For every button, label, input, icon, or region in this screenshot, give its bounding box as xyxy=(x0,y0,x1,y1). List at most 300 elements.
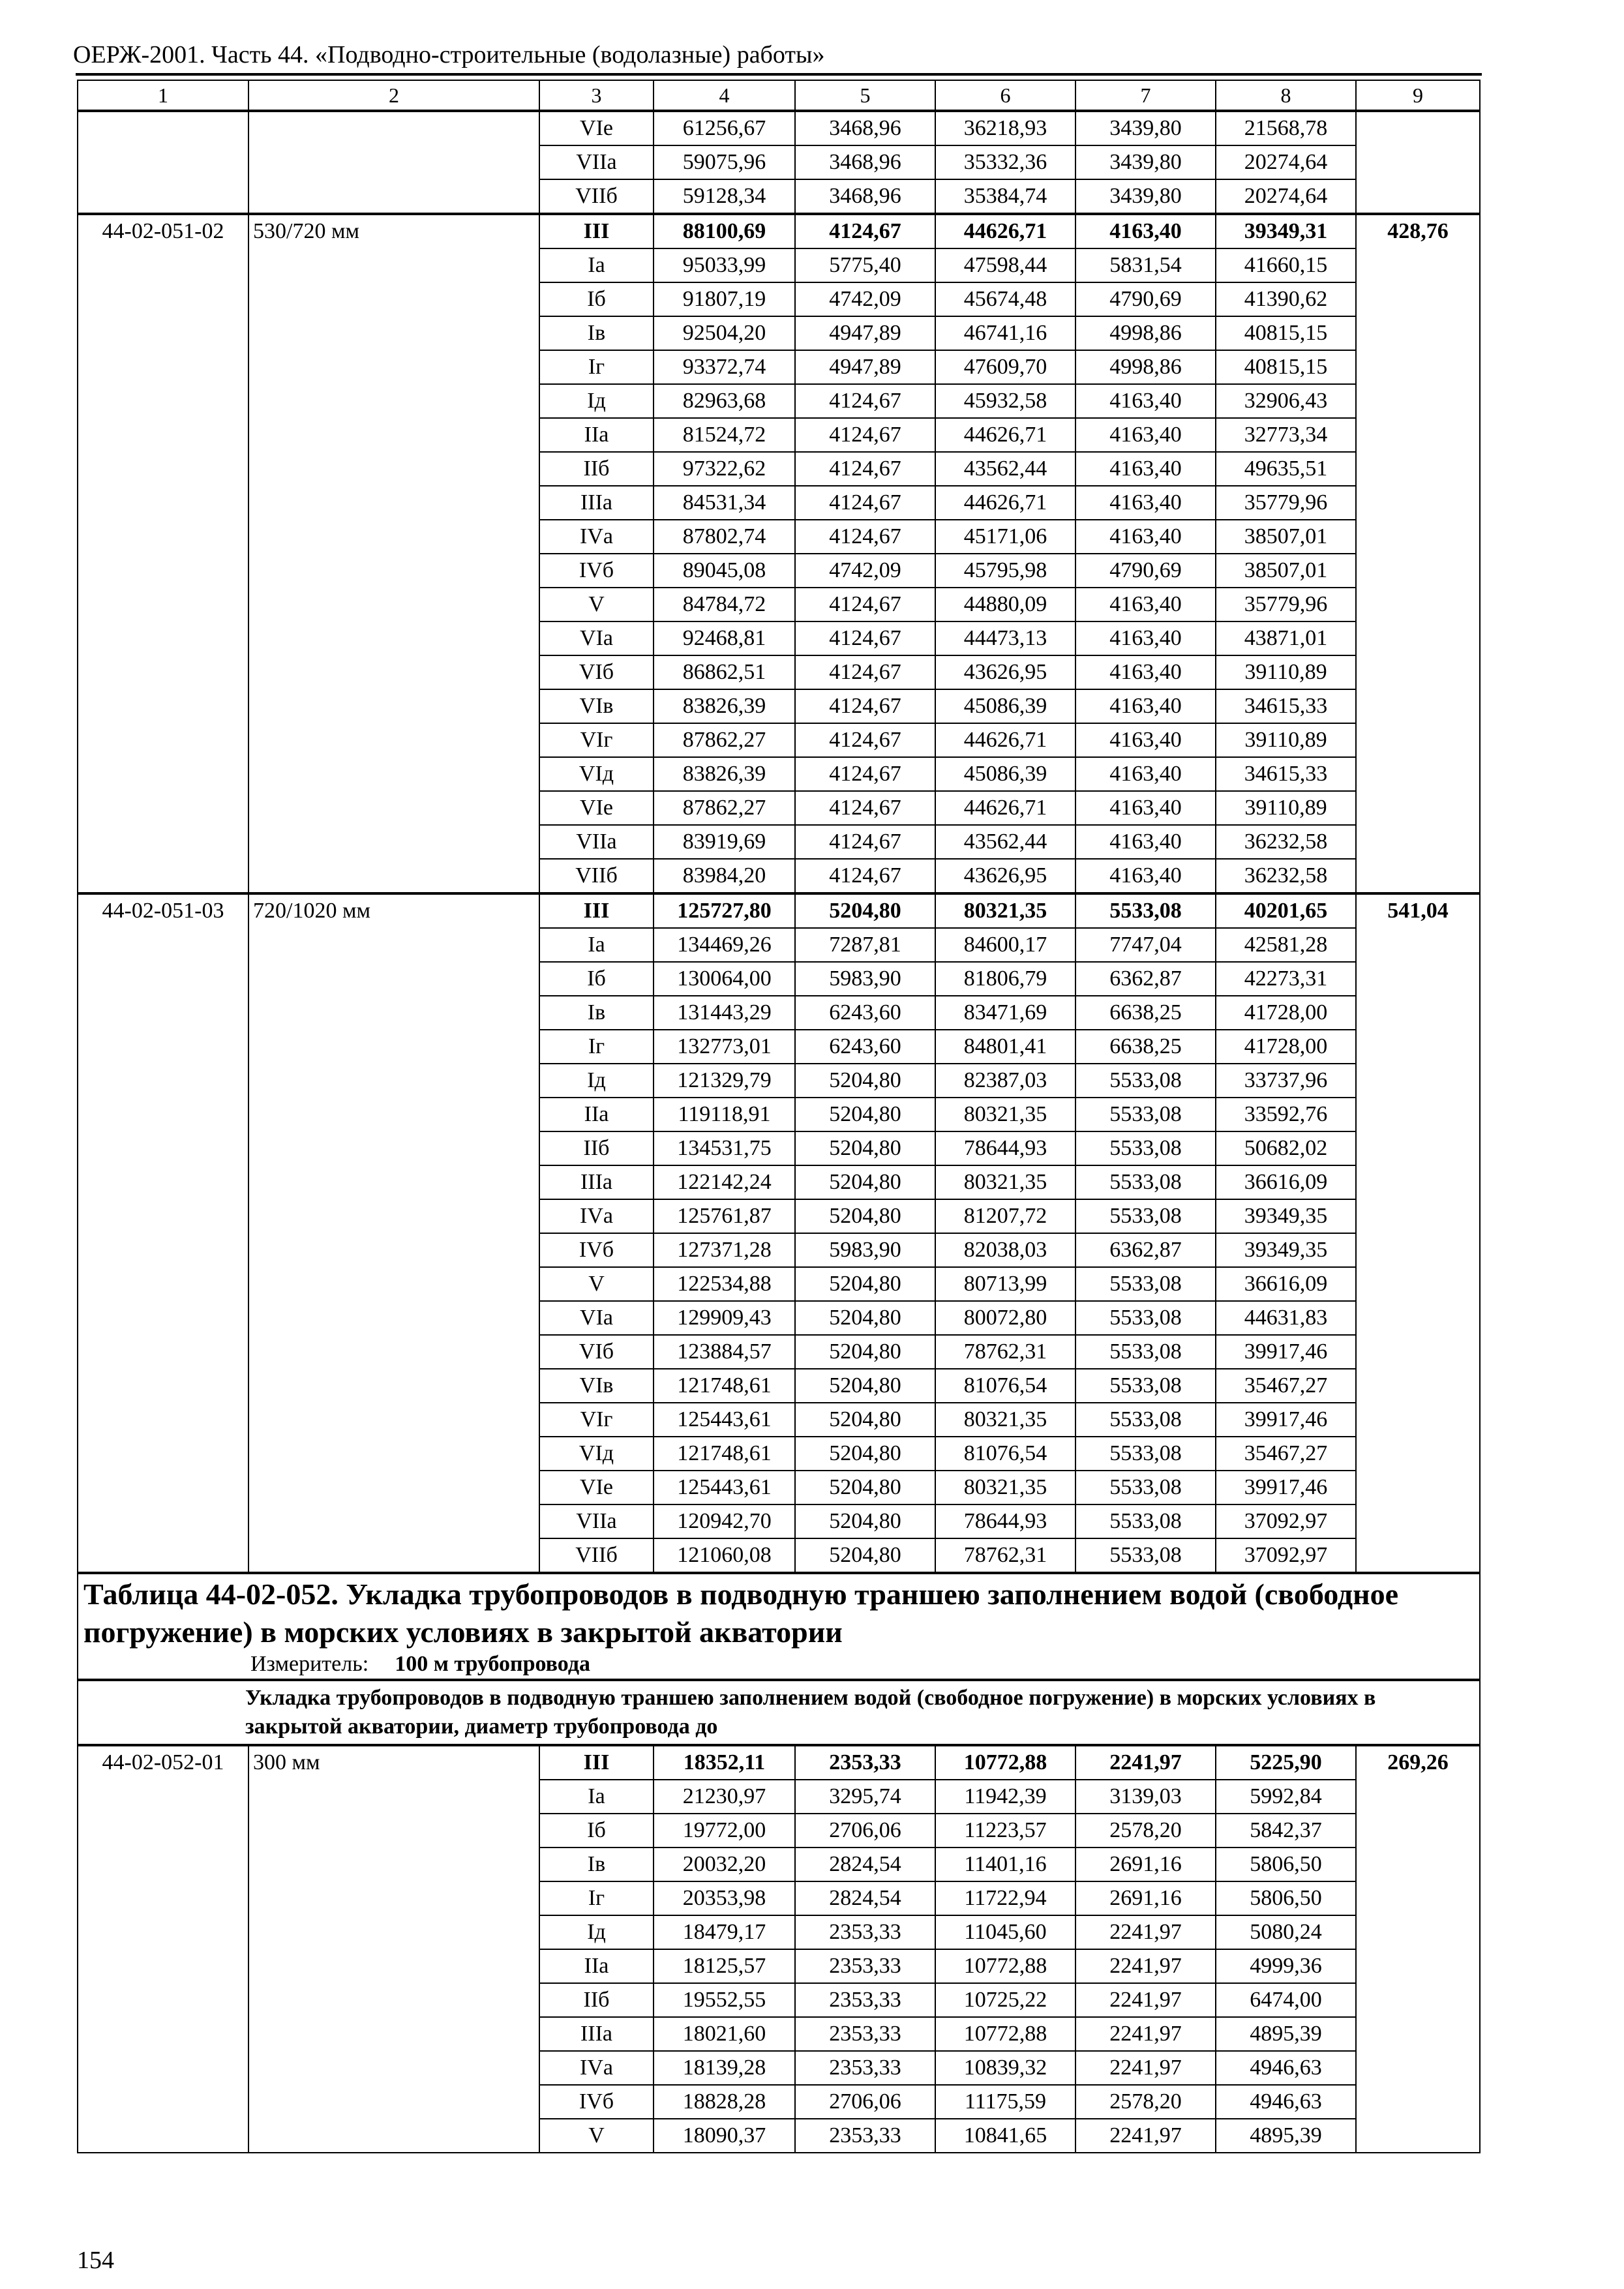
value-cell: 34615,33 xyxy=(1216,689,1356,723)
value-cell: 84801,41 xyxy=(935,1030,1075,1064)
value-cell: 78644,93 xyxy=(935,1131,1075,1165)
header-rule xyxy=(76,73,1482,76)
value-cell: 4163,40 xyxy=(1075,689,1216,723)
value-cell: 3439,80 xyxy=(1075,145,1216,179)
value-cell: 45795,98 xyxy=(935,554,1075,588)
value-cell: 44626,71 xyxy=(935,418,1075,452)
value-cell: 4163,40 xyxy=(1075,757,1216,791)
value-cell: 4163,40 xyxy=(1075,723,1216,757)
value-cell: 46741,16 xyxy=(935,316,1075,350)
value-cell: 5533,08 xyxy=(1075,1064,1216,1098)
page-number: 154 xyxy=(77,2247,114,2274)
value-cell: 35779,96 xyxy=(1216,486,1356,520)
value-cell: 6362,87 xyxy=(1075,1233,1216,1267)
rate-code: 44-02-052-01 xyxy=(78,1745,248,2153)
value-cell: 2241,97 xyxy=(1075,1983,1216,2017)
value-cell: 4790,69 xyxy=(1075,282,1216,316)
value-cell: 10772,88 xyxy=(935,2017,1075,2051)
value-cell: 80713,99 xyxy=(935,1267,1075,1301)
value-cell: 11401,16 xyxy=(935,1848,1075,1881)
value-cell: 4163,40 xyxy=(1075,655,1216,689)
value-cell: 3468,96 xyxy=(795,145,935,179)
value-cell: 5204,80 xyxy=(795,1064,935,1098)
value-cell: 3468,96 xyxy=(795,111,935,145)
value-cell: 10841,65 xyxy=(935,2119,1075,2153)
zone-cell: V xyxy=(539,1267,654,1301)
section-subheading: Укладка трубопроводов в подводную траншею заполнением водой (свободное погружение) в морских условиях в закрытой акватории, диаметр трубопровода до xyxy=(78,1680,1480,1745)
value-cell: 130064,00 xyxy=(654,962,795,996)
value-cell: 87862,27 xyxy=(654,723,795,757)
labor-cost: 541,04 xyxy=(1356,893,1480,1573)
value-cell: 4790,69 xyxy=(1075,554,1216,588)
value-cell: 4742,09 xyxy=(795,282,935,316)
value-cell: 125443,61 xyxy=(654,1403,795,1437)
value-cell: 2706,06 xyxy=(795,1814,935,1848)
value-cell: 20032,20 xyxy=(654,1848,795,1881)
value-cell: 36232,58 xyxy=(1216,825,1356,859)
value-cell: 6638,25 xyxy=(1075,996,1216,1030)
value-cell: 18090,37 xyxy=(654,2119,795,2153)
value-cell: 38507,01 xyxy=(1216,520,1356,554)
running-header: ОЕРЖ-2001. Часть 44. «Подводно-строительные (водолазные) работы» xyxy=(73,41,825,68)
value-cell: 40815,15 xyxy=(1216,316,1356,350)
value-cell: 4124,67 xyxy=(795,452,935,486)
value-cell: 41390,62 xyxy=(1216,282,1356,316)
value-cell: 4124,67 xyxy=(795,418,935,452)
value-cell: 4163,40 xyxy=(1075,791,1216,825)
value-cell: 132773,01 xyxy=(654,1030,795,1064)
value-cell: 5842,37 xyxy=(1216,1814,1356,1848)
value-cell: 43626,95 xyxy=(935,655,1075,689)
value-cell: 4124,67 xyxy=(795,825,935,859)
value-cell: 45674,48 xyxy=(935,282,1075,316)
value-cell: 84531,34 xyxy=(654,486,795,520)
value-cell: 42581,28 xyxy=(1216,928,1356,962)
value-cell: 4946,63 xyxy=(1216,2085,1356,2119)
value-cell: 6243,60 xyxy=(795,1030,935,1064)
value-cell: 11175,59 xyxy=(935,2085,1075,2119)
table-row xyxy=(78,1745,1480,1780)
value-cell: 5533,08 xyxy=(1075,1131,1216,1165)
value-cell: 20274,64 xyxy=(1216,145,1356,179)
zone-cell: VIб xyxy=(539,1335,654,1369)
value-cell: 3139,03 xyxy=(1075,1780,1216,1814)
zone-cell: IIа xyxy=(539,1949,654,1983)
value-cell: 4124,67 xyxy=(795,486,935,520)
zone-cell: III xyxy=(539,893,654,928)
value-cell: 5204,80 xyxy=(795,1131,935,1165)
value-cell: 41660,15 xyxy=(1216,248,1356,282)
value-cell: 83826,39 xyxy=(654,689,795,723)
value-cell: 4163,40 xyxy=(1075,418,1216,452)
value-cell: 32906,43 xyxy=(1216,384,1356,418)
value-cell: 6362,87 xyxy=(1075,962,1216,996)
value-cell: 47598,44 xyxy=(935,248,1075,282)
zone-cell: VIIб xyxy=(539,859,654,893)
value-cell: 47609,70 xyxy=(935,350,1075,384)
value-cell: 4124,67 xyxy=(795,723,935,757)
value-cell: 78762,31 xyxy=(935,1538,1075,1573)
table-title-cell xyxy=(78,1573,1480,1680)
value-cell: 80321,35 xyxy=(935,1403,1075,1437)
value-cell: 37092,97 xyxy=(1216,1538,1356,1573)
value-cell: 4124,67 xyxy=(795,791,935,825)
value-cell: 82387,03 xyxy=(935,1064,1075,1098)
zone-cell: VIд xyxy=(539,757,654,791)
zone-cell: V xyxy=(539,588,654,621)
value-cell: 4998,86 xyxy=(1075,316,1216,350)
zone-cell: Iв xyxy=(539,996,654,1030)
value-cell: 5204,80 xyxy=(795,1538,935,1573)
value-cell: 44631,83 xyxy=(1216,1301,1356,1335)
table-row xyxy=(78,111,1480,145)
value-cell: 4163,40 xyxy=(1075,384,1216,418)
value-cell: 5533,08 xyxy=(1075,1538,1216,1573)
value-cell: 4946,63 xyxy=(1216,2051,1356,2085)
zone-cell: Iб xyxy=(539,1814,654,1848)
value-cell: 39110,89 xyxy=(1216,655,1356,689)
value-cell: 42273,31 xyxy=(1216,962,1356,996)
zone-cell: IVа xyxy=(539,520,654,554)
value-cell: 33592,76 xyxy=(1216,1098,1356,1131)
value-cell: 21230,97 xyxy=(654,1780,795,1814)
value-cell: 4998,86 xyxy=(1075,350,1216,384)
value-cell: 84600,17 xyxy=(935,928,1075,962)
zone-cell: Iг xyxy=(539,1030,654,1064)
value-cell: 4124,67 xyxy=(795,214,935,248)
value-cell: 36616,09 xyxy=(1216,1267,1356,1301)
value-cell: 5204,80 xyxy=(795,893,935,928)
zone-cell: VIа xyxy=(539,621,654,655)
value-cell: 87862,27 xyxy=(654,791,795,825)
value-cell: 18828,28 xyxy=(654,2085,795,2119)
value-cell: 92504,20 xyxy=(654,316,795,350)
value-cell: 2353,33 xyxy=(795,1983,935,2017)
value-cell: 2241,97 xyxy=(1075,2051,1216,2085)
value-cell: 5204,80 xyxy=(795,1369,935,1403)
labor-cost: 428,76 xyxy=(1356,214,1480,893)
zone-cell: Iв xyxy=(539,1848,654,1881)
value-cell: 5831,54 xyxy=(1075,248,1216,282)
value-cell: 11942,39 xyxy=(935,1780,1075,1814)
value-cell: 5533,08 xyxy=(1075,1199,1216,1233)
zone-cell: Iв xyxy=(539,316,654,350)
zone-cell: IVб xyxy=(539,554,654,588)
value-cell: 4163,40 xyxy=(1075,452,1216,486)
value-cell: 10772,88 xyxy=(935,1949,1075,1983)
value-cell: 80321,35 xyxy=(935,1098,1075,1131)
column-number: 8 xyxy=(1216,80,1356,111)
value-cell: 61256,67 xyxy=(654,111,795,145)
value-cell: 5983,90 xyxy=(795,962,935,996)
value-cell: 4895,39 xyxy=(1216,2119,1356,2153)
zone-cell: Iг xyxy=(539,350,654,384)
value-cell: 20274,64 xyxy=(1216,179,1356,214)
value-cell: 5533,08 xyxy=(1075,1369,1216,1403)
value-cell: 11223,57 xyxy=(935,1814,1075,1848)
zone-cell: IIб xyxy=(539,1131,654,1165)
value-cell: 4124,67 xyxy=(795,588,935,621)
value-cell: 6474,00 xyxy=(1216,1983,1356,2017)
value-cell: 19772,00 xyxy=(654,1814,795,1848)
value-cell: 2241,97 xyxy=(1075,2119,1216,2153)
table-title: Таблица 44-02-052. Укладка трубопроводов в подводную траншею заполнением водой (свободное погружение) в морских условиях в закрытой акватории xyxy=(83,1578,1399,1649)
column-number: 2 xyxy=(248,80,539,111)
value-cell: 121748,61 xyxy=(654,1369,795,1403)
value-cell: 18021,60 xyxy=(654,2017,795,2051)
value-cell: 83471,69 xyxy=(935,996,1075,1030)
rate-name: 720/1020 мм xyxy=(248,893,539,1573)
value-cell: 5204,80 xyxy=(795,1471,935,1504)
value-cell: 39917,46 xyxy=(1216,1471,1356,1504)
value-cell: 35332,36 xyxy=(935,145,1075,179)
value-cell: 39917,46 xyxy=(1216,1335,1356,1369)
rate-name xyxy=(248,111,539,214)
value-cell: 4124,67 xyxy=(795,520,935,554)
value-cell: 3439,80 xyxy=(1075,111,1216,145)
value-cell: 5992,84 xyxy=(1216,1780,1356,1814)
value-cell: 5533,08 xyxy=(1075,1335,1216,1369)
column-number-row xyxy=(78,80,1480,111)
value-cell: 43871,01 xyxy=(1216,621,1356,655)
value-cell: 134531,75 xyxy=(654,1131,795,1165)
value-cell: 5775,40 xyxy=(795,248,935,282)
value-cell: 44626,71 xyxy=(935,486,1075,520)
value-cell: 4163,40 xyxy=(1075,486,1216,520)
value-cell: 122534,88 xyxy=(654,1267,795,1301)
zone-cell: Iд xyxy=(539,1915,654,1949)
value-cell: 2241,97 xyxy=(1075,2017,1216,2051)
value-cell: 2353,33 xyxy=(795,2119,935,2153)
value-cell: 5533,08 xyxy=(1075,1098,1216,1131)
value-cell: 44626,71 xyxy=(935,791,1075,825)
value-cell: 35384,74 xyxy=(935,179,1075,214)
value-cell: 35779,96 xyxy=(1216,588,1356,621)
value-cell: 10725,22 xyxy=(935,1983,1075,2017)
value-cell: 37092,97 xyxy=(1216,1504,1356,1538)
value-cell: 45086,39 xyxy=(935,757,1075,791)
value-cell: 36218,93 xyxy=(935,111,1075,145)
zone-cell: IVа xyxy=(539,1199,654,1233)
zone-cell: IIIа xyxy=(539,1165,654,1199)
value-cell: 86862,51 xyxy=(654,655,795,689)
value-cell: 5225,90 xyxy=(1216,1745,1356,1780)
value-cell: 2241,97 xyxy=(1075,1745,1216,1780)
value-cell: 44473,13 xyxy=(935,621,1075,655)
value-cell: 134469,26 xyxy=(654,928,795,962)
value-cell: 18352,11 xyxy=(654,1745,795,1780)
value-cell: 5533,08 xyxy=(1075,1437,1216,1471)
zone-cell: VIе xyxy=(539,791,654,825)
rates-table xyxy=(77,80,1481,2153)
zone-cell: VIб xyxy=(539,655,654,689)
value-cell: 129909,43 xyxy=(654,1301,795,1335)
zone-cell: Iа xyxy=(539,928,654,962)
value-cell: 2353,33 xyxy=(795,1949,935,1983)
value-cell: 81076,54 xyxy=(935,1437,1075,1471)
value-cell: 2706,06 xyxy=(795,2085,935,2119)
value-cell: 5204,80 xyxy=(795,1403,935,1437)
value-cell: 40201,65 xyxy=(1216,893,1356,928)
value-cell: 122142,24 xyxy=(654,1165,795,1199)
value-cell: 5806,50 xyxy=(1216,1848,1356,1881)
value-cell: 5204,80 xyxy=(795,1301,935,1335)
value-cell: 10839,32 xyxy=(935,2051,1075,2085)
value-cell: 5080,24 xyxy=(1216,1915,1356,1949)
value-cell: 87802,74 xyxy=(654,520,795,554)
value-cell: 20353,98 xyxy=(654,1881,795,1915)
value-cell: 81524,72 xyxy=(654,418,795,452)
rate-name: 300 мм xyxy=(248,1745,539,2153)
value-cell: 6638,25 xyxy=(1075,1030,1216,1064)
column-number: 3 xyxy=(539,80,654,111)
value-cell: 2353,33 xyxy=(795,2051,935,2085)
column-number: 5 xyxy=(795,80,935,111)
zone-cell: IIб xyxy=(539,452,654,486)
value-cell: 5533,08 xyxy=(1075,1504,1216,1538)
value-cell: 78644,93 xyxy=(935,1504,1075,1538)
value-cell: 4947,89 xyxy=(795,350,935,384)
labor-cost: 269,26 xyxy=(1356,1745,1480,2153)
value-cell: 2241,97 xyxy=(1075,1949,1216,1983)
value-cell: 3295,74 xyxy=(795,1780,935,1814)
value-cell: 4163,40 xyxy=(1075,588,1216,621)
value-cell: 4163,40 xyxy=(1075,859,1216,893)
zone-cell: Iа xyxy=(539,1780,654,1814)
value-cell: 7747,04 xyxy=(1075,928,1216,962)
value-cell: 10772,88 xyxy=(935,1745,1075,1780)
zone-cell: VIе xyxy=(539,1471,654,1504)
value-cell: 80321,35 xyxy=(935,1165,1075,1199)
zone-cell: IIа xyxy=(539,1098,654,1131)
value-cell: 18479,17 xyxy=(654,1915,795,1949)
value-cell: 5204,80 xyxy=(795,1335,935,1369)
value-cell: 43562,44 xyxy=(935,452,1075,486)
value-cell: 5533,08 xyxy=(1075,893,1216,928)
value-cell: 41728,00 xyxy=(1216,1030,1356,1064)
value-cell: 49635,51 xyxy=(1216,452,1356,486)
value-cell: 2824,54 xyxy=(795,1848,935,1881)
value-cell: 5533,08 xyxy=(1075,1301,1216,1335)
zone-cell: VIв xyxy=(539,689,654,723)
column-number: 6 xyxy=(935,80,1075,111)
value-cell: 4124,67 xyxy=(795,621,935,655)
value-cell: 4163,40 xyxy=(1075,621,1216,655)
table-title-row xyxy=(78,1573,1480,1680)
zone-cell: VIIб xyxy=(539,1538,654,1573)
column-number: 9 xyxy=(1356,80,1480,111)
value-cell: 39349,35 xyxy=(1216,1233,1356,1267)
value-cell: 97322,62 xyxy=(654,452,795,486)
value-cell: 131443,29 xyxy=(654,996,795,1030)
value-cell: 36616,09 xyxy=(1216,1165,1356,1199)
value-cell: 21568,78 xyxy=(1216,111,1356,145)
value-cell: 4163,40 xyxy=(1075,520,1216,554)
table-row xyxy=(78,214,1480,248)
value-cell: 50682,02 xyxy=(1216,1131,1356,1165)
value-cell: 121748,61 xyxy=(654,1437,795,1471)
measure-label: Измеритель: xyxy=(250,1652,369,1676)
value-cell: 5533,08 xyxy=(1075,1267,1216,1301)
value-cell: 127371,28 xyxy=(654,1233,795,1267)
rate-code: 44-02-051-02 xyxy=(78,214,248,893)
value-cell: 4999,36 xyxy=(1216,1949,1356,1983)
value-cell: 4742,09 xyxy=(795,554,935,588)
value-cell: 4124,67 xyxy=(795,689,935,723)
value-cell: 4163,40 xyxy=(1075,214,1216,248)
value-cell: 11045,60 xyxy=(935,1915,1075,1949)
zone-cell: VIIа xyxy=(539,145,654,179)
value-cell: 2353,33 xyxy=(795,1915,935,1949)
column-number: 4 xyxy=(654,80,795,111)
value-cell: 4947,89 xyxy=(795,316,935,350)
value-cell: 45932,58 xyxy=(935,384,1075,418)
zone-cell: IVб xyxy=(539,2085,654,2119)
value-cell: 35467,27 xyxy=(1216,1437,1356,1471)
column-number: 1 xyxy=(78,80,248,111)
labor-cost xyxy=(1356,111,1480,214)
rate-code xyxy=(78,111,248,214)
value-cell: 5533,08 xyxy=(1075,1403,1216,1437)
value-cell: 44626,71 xyxy=(935,214,1075,248)
value-cell: 2578,20 xyxy=(1075,1814,1216,1848)
value-cell: 33737,96 xyxy=(1216,1064,1356,1098)
value-cell: 4124,67 xyxy=(795,655,935,689)
value-cell: 5204,80 xyxy=(795,1199,935,1233)
value-cell: 5204,80 xyxy=(795,1504,935,1538)
value-cell: 81806,79 xyxy=(935,962,1075,996)
value-cell: 80072,80 xyxy=(935,1301,1075,1335)
value-cell: 5983,90 xyxy=(795,1233,935,1267)
value-cell: 119118,91 xyxy=(654,1098,795,1131)
value-cell: 3468,96 xyxy=(795,179,935,214)
value-cell: 92468,81 xyxy=(654,621,795,655)
zone-cell: IIа xyxy=(539,418,654,452)
value-cell: 59128,34 xyxy=(654,179,795,214)
value-cell: 125727,80 xyxy=(654,893,795,928)
value-cell: 2353,33 xyxy=(795,1745,935,1780)
value-cell: 38507,01 xyxy=(1216,554,1356,588)
value-cell: 121060,08 xyxy=(654,1538,795,1573)
value-cell: 39110,89 xyxy=(1216,723,1356,757)
value-cell: 3439,80 xyxy=(1075,179,1216,214)
value-cell: 2824,54 xyxy=(795,1881,935,1915)
value-cell: 43626,95 xyxy=(935,859,1075,893)
zone-cell: Iд xyxy=(539,384,654,418)
rate-name: 530/720 мм xyxy=(248,214,539,893)
zone-cell: III xyxy=(539,1745,654,1780)
zone-cell: Iг xyxy=(539,1881,654,1915)
value-cell: 19552,55 xyxy=(654,1983,795,2017)
value-cell: 39349,31 xyxy=(1216,214,1356,248)
value-cell: 88100,69 xyxy=(654,214,795,248)
value-cell: 81207,72 xyxy=(935,1199,1075,1233)
value-cell: 83826,39 xyxy=(654,757,795,791)
value-cell: 120942,70 xyxy=(654,1504,795,1538)
value-cell: 81076,54 xyxy=(935,1369,1075,1403)
value-cell: 4163,40 xyxy=(1075,825,1216,859)
value-cell: 93372,74 xyxy=(654,350,795,384)
value-cell: 45086,39 xyxy=(935,689,1075,723)
value-cell: 6243,60 xyxy=(795,996,935,1030)
zone-cell: VIв xyxy=(539,1369,654,1403)
rate-code: 44-02-051-03 xyxy=(78,893,248,1573)
zone-cell: IIIа xyxy=(539,2017,654,2051)
value-cell: 83919,69 xyxy=(654,825,795,859)
zone-cell: IVа xyxy=(539,2051,654,2085)
zone-cell: VIIа xyxy=(539,1504,654,1538)
column-number: 7 xyxy=(1075,80,1216,111)
